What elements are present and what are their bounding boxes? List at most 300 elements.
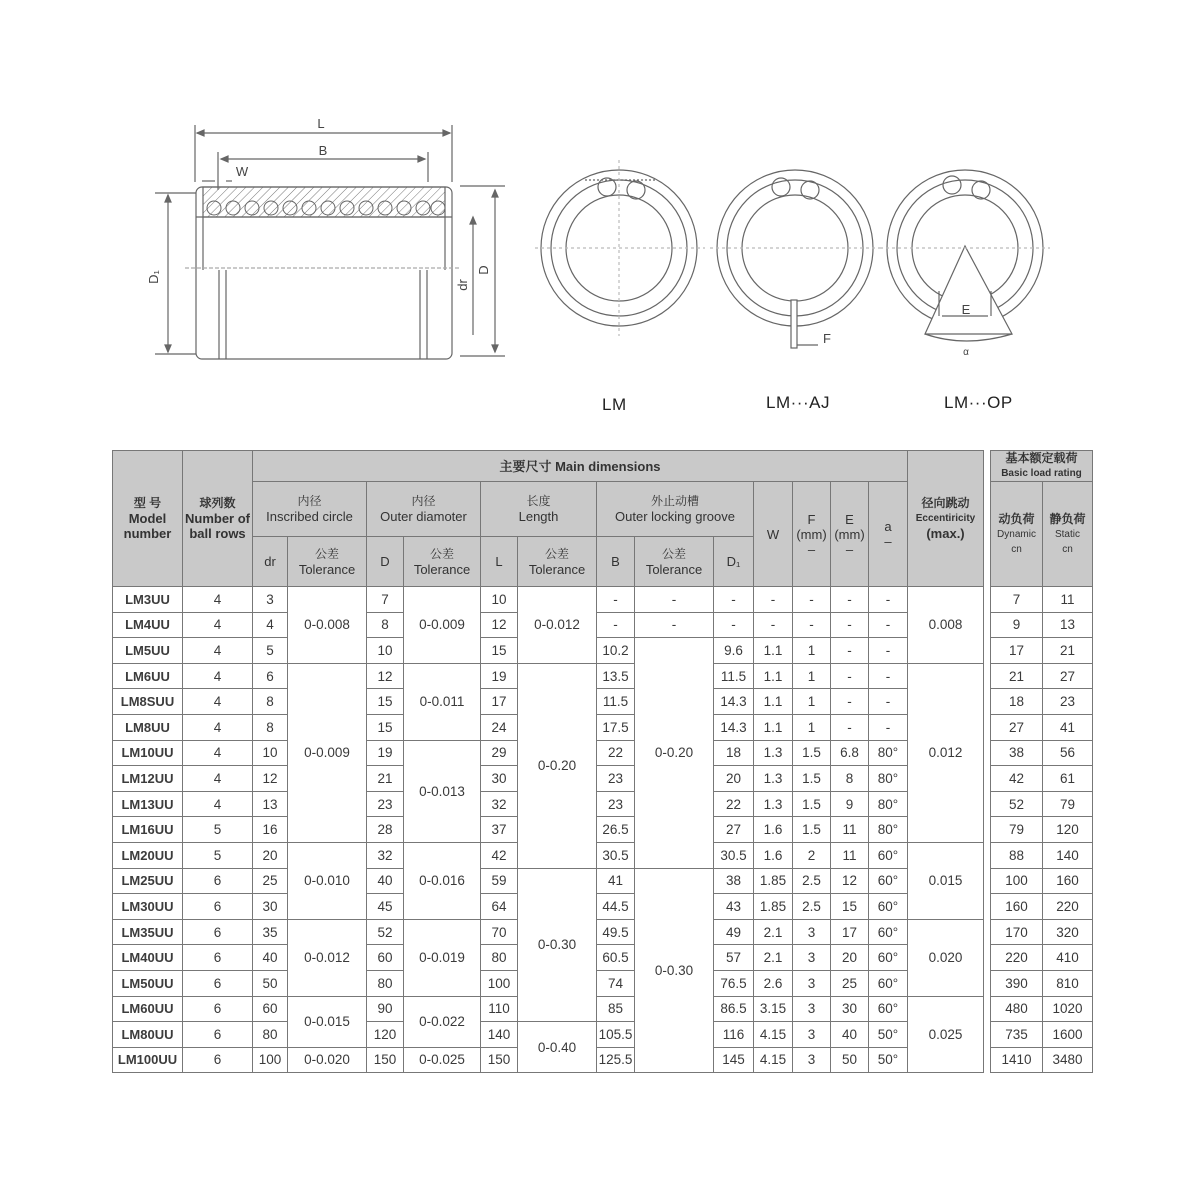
svg-text:B: B xyxy=(318,143,328,158)
cell-model: LM4UU xyxy=(113,612,183,638)
figure-label-lm-op: LM···OP xyxy=(944,393,1013,412)
cell-D1: - xyxy=(714,612,754,638)
cell-D: 90 xyxy=(367,996,404,1022)
cell-L: 80 xyxy=(481,945,518,971)
cell-dynamic-load: 52 xyxy=(991,791,1043,817)
column-gap xyxy=(984,1022,991,1048)
column-gap xyxy=(984,970,991,996)
column-gap xyxy=(984,919,991,945)
cell-L: 19 xyxy=(481,663,518,689)
cell-W: 1.6 xyxy=(754,817,793,843)
cell-dynamic-load: 9 xyxy=(991,612,1043,638)
cell-B: 13.5 xyxy=(597,663,635,689)
cell-dynamic-load: 38 xyxy=(991,740,1043,766)
cell-ball-rows: 6 xyxy=(183,868,253,894)
column-gap xyxy=(984,714,991,740)
cell-eccentricity: 0.012 xyxy=(908,663,984,842)
cell-D1: 27 xyxy=(714,817,754,843)
cell-D: 150 xyxy=(367,1047,404,1073)
cell-dr: 3 xyxy=(253,587,288,613)
cell-dr: 30 xyxy=(253,894,288,920)
figure-label-lm-aj: LM···AJ xyxy=(766,393,830,412)
cell-E: 8 xyxy=(831,766,869,792)
cell-dr: 13 xyxy=(253,791,288,817)
cross-section-lm-aj xyxy=(710,170,880,348)
cell-D1: 38 xyxy=(714,868,754,894)
cell-model: LM5UU xyxy=(113,638,183,664)
cell-dynamic-load: 27 xyxy=(991,714,1043,740)
cell-model: LM10UU xyxy=(113,740,183,766)
cell-D1: 49 xyxy=(714,919,754,945)
cell-W: 2.1 xyxy=(754,945,793,971)
cell-dynamic-load: 42 xyxy=(991,766,1043,792)
cell-static-load: 21 xyxy=(1043,638,1093,664)
cell-L: 140 xyxy=(481,1022,518,1048)
column-gap xyxy=(984,996,991,1022)
cell-D1: 11.5 xyxy=(714,663,754,689)
cell-L: 10 xyxy=(481,587,518,613)
cell-B-tolerance: 0-0.20 xyxy=(635,638,714,868)
column-gap xyxy=(984,868,991,894)
cell-ball-rows: 6 xyxy=(183,1022,253,1048)
cell-B: 125.5 xyxy=(597,1047,635,1073)
cell-W: 1.1 xyxy=(754,714,793,740)
cell-L: 150 xyxy=(481,1047,518,1073)
cell-dr: 40 xyxy=(253,945,288,971)
cell-F: 1.5 xyxy=(793,817,831,843)
cell-a: 60° xyxy=(869,919,908,945)
cell-static-load: 13 xyxy=(1043,612,1093,638)
cell-F: 1 xyxy=(793,638,831,664)
cell-F: 1.5 xyxy=(793,766,831,792)
cell-L-tolerance: 0-0.40 xyxy=(518,1022,597,1073)
cell-F: 3 xyxy=(793,1022,831,1048)
header-outer-diameter: 内径 Outer diamoter xyxy=(367,482,481,537)
cell-F: 1.5 xyxy=(793,791,831,817)
cell-static-load: 810 xyxy=(1043,970,1093,996)
cell-static-load: 220 xyxy=(1043,894,1093,920)
cell-static-load: 160 xyxy=(1043,868,1093,894)
header-model: 型 号 Model number xyxy=(113,451,183,587)
cell-a: 60° xyxy=(869,868,908,894)
cell-B-tolerance: - xyxy=(635,612,714,638)
header-L-tolerance: 公差 Tolerance xyxy=(518,537,597,587)
cell-dynamic-load: 480 xyxy=(991,996,1043,1022)
cell-D: 60 xyxy=(367,945,404,971)
cell-ball-rows: 4 xyxy=(183,740,253,766)
cell-dynamic-load: 220 xyxy=(991,945,1043,971)
cell-model: LM3UU xyxy=(113,587,183,613)
cell-D-tolerance: 0-0.013 xyxy=(404,740,481,842)
cell-dynamic-load: 88 xyxy=(991,842,1043,868)
cell-model: LM80UU xyxy=(113,1022,183,1048)
cell-ball-rows: 4 xyxy=(183,689,253,715)
cell-ball-rows: 6 xyxy=(183,970,253,996)
cell-static-load: 56 xyxy=(1043,740,1093,766)
cell-B: 74 xyxy=(597,970,635,996)
cell-model: LM25UU xyxy=(113,868,183,894)
cell-a: 50° xyxy=(869,1047,908,1073)
cell-ball-rows: 4 xyxy=(183,766,253,792)
cell-a: 80° xyxy=(869,791,908,817)
cell-model: LM12UU xyxy=(113,766,183,792)
cell-B: 23 xyxy=(597,791,635,817)
cell-dr: 16 xyxy=(253,817,288,843)
svg-text:W: W xyxy=(235,164,249,179)
cell-static-load: 61 xyxy=(1043,766,1093,792)
cell-model: LM20UU xyxy=(113,842,183,868)
cell-D1: 18 xyxy=(714,740,754,766)
cell-E: 9 xyxy=(831,791,869,817)
cell-D: 80 xyxy=(367,970,404,996)
header-static: 静负荷 Static cn xyxy=(1043,482,1093,587)
cell-a: 60° xyxy=(869,894,908,920)
cell-D: 8 xyxy=(367,612,404,638)
cell-dr: 25 xyxy=(253,868,288,894)
cell-B: 11.5 xyxy=(597,689,635,715)
column-gap xyxy=(984,638,991,664)
cell-L: 59 xyxy=(481,868,518,894)
header-E: E (mm) – xyxy=(831,482,869,587)
column-gap xyxy=(984,791,991,817)
cell-dynamic-load: 735 xyxy=(991,1022,1043,1048)
cell-static-load: 1020 xyxy=(1043,996,1093,1022)
cell-B: 10.2 xyxy=(597,638,635,664)
cell-D: 40 xyxy=(367,868,404,894)
header-length: 长度 Length xyxy=(481,482,597,537)
cell-F: 1 xyxy=(793,714,831,740)
cell-E: 6.8 xyxy=(831,740,869,766)
cell-D1: - xyxy=(714,587,754,613)
header-B-tolerance: 公差 Tolerance xyxy=(635,537,714,587)
cell-E: - xyxy=(831,689,869,715)
cell-L: 17 xyxy=(481,689,518,715)
cell-E: 20 xyxy=(831,945,869,971)
cell-a: - xyxy=(869,587,908,613)
cell-L: 64 xyxy=(481,894,518,920)
cell-E: 12 xyxy=(831,868,869,894)
header-W: W xyxy=(754,482,793,587)
header-inscribed-circle: 内径 Inscribed circle xyxy=(253,482,367,537)
cell-a: 60° xyxy=(869,970,908,996)
cell-dr-tolerance: 0-0.009 xyxy=(288,663,367,842)
cell-B-tolerance: 0-0.30 xyxy=(635,868,714,1073)
cell-L: 30 xyxy=(481,766,518,792)
cell-D-tolerance: 0-0.011 xyxy=(404,663,481,740)
cell-dr: 10 xyxy=(253,740,288,766)
cell-model: LM16UU xyxy=(113,817,183,843)
cell-a: 80° xyxy=(869,817,908,843)
cell-model: LM13UU xyxy=(113,791,183,817)
cell-F: 2 xyxy=(793,842,831,868)
cell-static-load: 11 xyxy=(1043,587,1093,613)
cell-dr: 6 xyxy=(253,663,288,689)
cell-dr: 8 xyxy=(253,714,288,740)
cell-dr-tolerance: 0-0.008 xyxy=(288,587,367,664)
column-gap xyxy=(984,945,991,971)
cell-dynamic-load: 21 xyxy=(991,663,1043,689)
cell-F: 3 xyxy=(793,1047,831,1073)
cell-W: 1.85 xyxy=(754,868,793,894)
cell-dr-tolerance: 0-0.010 xyxy=(288,842,367,919)
cell-B: 17.5 xyxy=(597,714,635,740)
cell-E: 11 xyxy=(831,842,869,868)
cell-ball-rows: 5 xyxy=(183,842,253,868)
cell-model: LM60UU xyxy=(113,996,183,1022)
cell-D: 28 xyxy=(367,817,404,843)
header-eccentricity: 径向跳动 Eccentiricity (max.) xyxy=(908,451,984,587)
cell-E: 17 xyxy=(831,919,869,945)
cell-static-load: 140 xyxy=(1043,842,1093,868)
cell-W: 1.1 xyxy=(754,663,793,689)
cell-model: LM100UU xyxy=(113,1047,183,1073)
header-L: L xyxy=(481,537,518,587)
cell-dynamic-load: 18 xyxy=(991,689,1043,715)
bearing-drawings xyxy=(0,0,1200,440)
cell-D1: 43 xyxy=(714,894,754,920)
dim-label-E: E xyxy=(961,302,971,317)
cell-eccentricity: 0.025 xyxy=(908,996,984,1073)
cell-model: LM6UU xyxy=(113,663,183,689)
figure-label-lm: LM xyxy=(602,395,627,414)
column-gap xyxy=(984,766,991,792)
cell-a: 60° xyxy=(869,945,908,971)
cell-dr-tolerance: 0-0.012 xyxy=(288,919,367,996)
cell-F: - xyxy=(793,587,831,613)
cell-F: 3 xyxy=(793,970,831,996)
cell-D1: 20 xyxy=(714,766,754,792)
cell-eccentricity: 0.020 xyxy=(908,919,984,996)
cell-dynamic-load: 17 xyxy=(991,638,1043,664)
cell-E: 40 xyxy=(831,1022,869,1048)
cell-D: 19 xyxy=(367,740,404,766)
cell-D: 7 xyxy=(367,587,404,613)
cell-D1: 30.5 xyxy=(714,842,754,868)
cell-dynamic-load: 1410 xyxy=(991,1047,1043,1073)
cell-D1: 116 xyxy=(714,1022,754,1048)
cell-dynamic-load: 170 xyxy=(991,919,1043,945)
cell-dynamic-load: 160 xyxy=(991,894,1043,920)
cell-ball-rows: 4 xyxy=(183,714,253,740)
cell-E: 15 xyxy=(831,894,869,920)
cell-B-tolerance: - xyxy=(635,587,714,613)
header-D-tolerance: 公差 Tolerance xyxy=(404,537,481,587)
header-a: a – xyxy=(869,482,908,587)
cell-static-load: 41 xyxy=(1043,714,1093,740)
cell-B: - xyxy=(597,587,635,613)
technical-drawing xyxy=(0,0,1200,440)
cell-D: 21 xyxy=(367,766,404,792)
cell-L: 42 xyxy=(481,842,518,868)
table-row xyxy=(113,663,1093,689)
cell-a: - xyxy=(869,689,908,715)
table-row xyxy=(113,996,1093,1022)
cell-B: 60.5 xyxy=(597,945,635,971)
cell-static-load: 79 xyxy=(1043,791,1093,817)
cell-W: 4.15 xyxy=(754,1022,793,1048)
header-dr: dr xyxy=(253,537,288,587)
cell-D-tolerance: 0-0.016 xyxy=(404,842,481,919)
cell-L: 24 xyxy=(481,714,518,740)
svg-text:L: L xyxy=(317,116,325,131)
cell-a: - xyxy=(869,612,908,638)
cell-D-tolerance: 0-0.022 xyxy=(404,996,481,1047)
cell-D1: 145 xyxy=(714,1047,754,1073)
cell-D1: 14.3 xyxy=(714,714,754,740)
cell-B: 22 xyxy=(597,740,635,766)
cell-ball-rows: 6 xyxy=(183,996,253,1022)
cell-E: - xyxy=(831,663,869,689)
cell-ball-rows: 6 xyxy=(183,1047,253,1073)
cell-ball-rows: 4 xyxy=(183,791,253,817)
cell-static-load: 23 xyxy=(1043,689,1093,715)
cell-static-load: 3480 xyxy=(1043,1047,1093,1073)
cell-D-tolerance: 0-0.019 xyxy=(404,919,481,996)
cell-dynamic-load: 79 xyxy=(991,817,1043,843)
cell-static-load: 27 xyxy=(1043,663,1093,689)
cell-F: - xyxy=(793,612,831,638)
header-dr-tolerance: 公差 Tolerance xyxy=(288,537,367,587)
cell-dr: 8 xyxy=(253,689,288,715)
cell-L: 29 xyxy=(481,740,518,766)
cell-W: 1.6 xyxy=(754,842,793,868)
cell-E: 25 xyxy=(831,970,869,996)
cell-static-load: 120 xyxy=(1043,817,1093,843)
cell-E: 50 xyxy=(831,1047,869,1073)
cell-E: 11 xyxy=(831,817,869,843)
cell-F: 3 xyxy=(793,919,831,945)
column-gap xyxy=(984,842,991,868)
cell-F: 3 xyxy=(793,945,831,971)
specification-table xyxy=(112,450,1093,1073)
column-gap xyxy=(984,894,991,920)
cell-L-tolerance: 0-0.20 xyxy=(518,663,597,868)
cell-F: 2.5 xyxy=(793,868,831,894)
cell-ball-rows: 4 xyxy=(183,612,253,638)
cell-a: - xyxy=(869,663,908,689)
cell-ball-rows: 6 xyxy=(183,894,253,920)
cell-model: LM8SUU xyxy=(113,689,183,715)
header-outer-locking-groove: 外止动槽 Outer locking groove xyxy=(597,482,754,537)
cell-B: - xyxy=(597,612,635,638)
cell-dr: 20 xyxy=(253,842,288,868)
cell-B: 26.5 xyxy=(597,817,635,843)
cell-D1: 57 xyxy=(714,945,754,971)
cell-dr: 60 xyxy=(253,996,288,1022)
header-B: B xyxy=(597,537,635,587)
cell-W: 3.15 xyxy=(754,996,793,1022)
cell-model: LM8UU xyxy=(113,714,183,740)
cell-W: 1.1 xyxy=(754,689,793,715)
cell-D: 32 xyxy=(367,842,404,868)
cell-D1: 22 xyxy=(714,791,754,817)
column-gap xyxy=(984,451,991,587)
cell-a: 80° xyxy=(869,740,908,766)
cell-E: - xyxy=(831,638,869,664)
cross-section-lm xyxy=(535,160,705,336)
cell-E: 30 xyxy=(831,996,869,1022)
cell-model: LM35UU xyxy=(113,919,183,945)
cell-L: 32 xyxy=(481,791,518,817)
cell-dynamic-load: 100 xyxy=(991,868,1043,894)
cell-a: - xyxy=(869,638,908,664)
cell-W: - xyxy=(754,612,793,638)
cell-dr: 35 xyxy=(253,919,288,945)
cell-dr: 50 xyxy=(253,970,288,996)
cell-ball-rows: 6 xyxy=(183,945,253,971)
cell-D: 15 xyxy=(367,714,404,740)
cell-model: LM30UU xyxy=(113,894,183,920)
cell-a: - xyxy=(869,714,908,740)
dim-label-F: F xyxy=(823,331,831,346)
cell-F: 1 xyxy=(793,689,831,715)
column-gap xyxy=(984,663,991,689)
cell-W: 4.15 xyxy=(754,1047,793,1073)
svg-text:D: D xyxy=(476,265,491,275)
cell-B: 23 xyxy=(597,766,635,792)
cell-D: 23 xyxy=(367,791,404,817)
cell-D1: 9.6 xyxy=(714,638,754,664)
cell-W: 2.1 xyxy=(754,919,793,945)
cell-W: 1.85 xyxy=(754,894,793,920)
cell-D: 120 xyxy=(367,1022,404,1048)
cell-D: 12 xyxy=(367,663,404,689)
cell-a: 60° xyxy=(869,996,908,1022)
cell-D: 52 xyxy=(367,919,404,945)
cell-W: 1.3 xyxy=(754,766,793,792)
header-D: D xyxy=(367,537,404,587)
cell-W: 1.3 xyxy=(754,791,793,817)
side-view-drawing xyxy=(155,125,505,359)
cell-model: LM40UU xyxy=(113,945,183,971)
cell-D-tolerance: 0-0.009 xyxy=(404,587,481,664)
column-gap xyxy=(984,612,991,638)
cell-dr: 100 xyxy=(253,1047,288,1073)
header-load-rating: 基本额定载荷 Basic load rating xyxy=(991,451,1093,482)
cell-dr: 12 xyxy=(253,766,288,792)
header-dynamic: 动负荷 Dynamic cn xyxy=(991,482,1043,587)
cell-ball-rows: 4 xyxy=(183,587,253,613)
table-row xyxy=(113,919,1093,945)
cell-B: 105.5 xyxy=(597,1022,635,1048)
cell-B: 44.5 xyxy=(597,894,635,920)
cell-B: 85 xyxy=(597,996,635,1022)
column-gap xyxy=(984,1047,991,1073)
column-gap xyxy=(984,817,991,843)
cell-L: 110 xyxy=(481,996,518,1022)
cell-D1: 86.5 xyxy=(714,996,754,1022)
cell-dr: 4 xyxy=(253,612,288,638)
cell-dr-tolerance: 0-0.015 xyxy=(288,996,367,1047)
cell-eccentricity: 0.015 xyxy=(908,842,984,919)
svg-text:D₁: D₁ xyxy=(146,270,161,284)
cell-a: 60° xyxy=(869,842,908,868)
cell-W: - xyxy=(754,587,793,613)
cell-a: 50° xyxy=(869,1022,908,1048)
column-gap xyxy=(984,689,991,715)
cell-dr: 80 xyxy=(253,1022,288,1048)
cell-dynamic-load: 7 xyxy=(991,587,1043,613)
cell-model: LM50UU xyxy=(113,970,183,996)
angle-label-alpha: α xyxy=(963,347,969,358)
cell-F: 1 xyxy=(793,663,831,689)
header-main-dimensions: 主要尺寸 Main dimensions xyxy=(253,451,908,482)
cell-L: 37 xyxy=(481,817,518,843)
cell-static-load: 410 xyxy=(1043,945,1093,971)
cell-static-load: 320 xyxy=(1043,919,1093,945)
cell-D-tolerance: 0-0.025 xyxy=(404,1047,481,1073)
cell-W: 2.6 xyxy=(754,970,793,996)
